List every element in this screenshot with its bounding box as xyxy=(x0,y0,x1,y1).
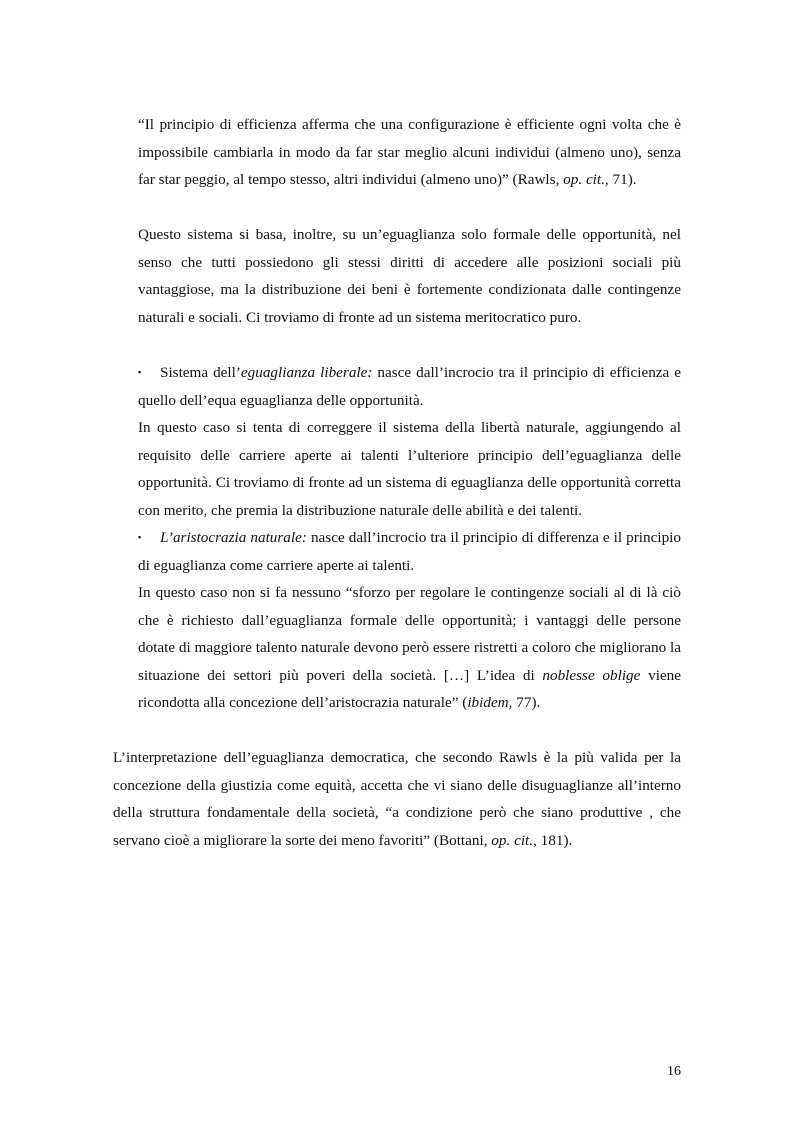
text-span: In questo caso non si fa nessuno “sforzo per regolare le contingenze sociali al di là ciò che è richiesto dall’eguaglianza formale delle opportunità; i vantaggi delle persone dotate di maggiore talento naturale devono però essere ristretti a coloro che migliorano la situazione dei settori più poveri della società. […] L’idea di xyxy=(138,584,681,684)
bullet-icon: ▪ xyxy=(138,532,142,542)
paragraph-formal-equality: Questo sistema si basa, inoltre, su un’eguaglianza solo formale delle opportunità, nel senso che tutti possiedono gli stessi diritti di accedere alle posizioni sociali più vantaggiose, ma la distribuzione dei beni è fortemente condizionata dalle contingenze naturali e sociali. Ci troviamo di fronte ad un sistema meritocratico puro. xyxy=(138,226,681,326)
italic-citation: ibidem, xyxy=(467,694,513,712)
italic-citation: op. cit. xyxy=(491,831,534,849)
text-span: Sistema dell’ xyxy=(160,364,241,381)
quote-efficiency-principle xyxy=(138,111,681,194)
text-span: , 181). xyxy=(533,831,573,849)
italic-term: eguaglianza liberale: xyxy=(240,364,373,381)
text-span: nasce dall’incrocio tra il principio di differenza e il principio di eguaglianza come carriere aperte ai talenti. xyxy=(138,529,681,574)
italic-phrase: noblesse oblige xyxy=(542,666,641,684)
bullet-icon: ▪ xyxy=(138,367,142,377)
quote-natural-aristocracy xyxy=(138,579,681,717)
text-span: viene ricondotta alla concezione dell’aristocrazia naturale” ( xyxy=(138,666,682,712)
text-span: 77). xyxy=(512,694,541,712)
paragraph-liberal-correction: In questo caso si tenta di correggere il sistema della libertà naturale, aggiungendo al requisito delle carriere aperte ai talenti l’ulteriore principio dell’eguaglianza delle opportunità. Ci troviamo di fronte ad un sistema di eguaglianza delle opportunità corretta con merito, che premia la distribuzione naturale delle abilità e dei talenti. xyxy=(138,419,681,519)
page-number: 16 xyxy=(667,1064,681,1079)
text-span: 71). xyxy=(608,171,637,189)
italic-citation: , op. cit., xyxy=(555,171,609,189)
italic-term: L’aristocrazia naturale: xyxy=(160,529,307,546)
text-span: “Il principio di efficienza afferma che una configurazione è efficiente ogni volta che è impossibile cambiarla in modo da far star meglio alcuni individui (almeno uno), senza far star peggio, al tempo stesso, altri individui (almeno uno)” (Rawls xyxy=(138,116,681,189)
bullet-natural-aristocracy xyxy=(138,524,681,579)
text-span: nasce dall’incrocio tra il principio di efficienza e quello dell’equa eguaglianza delle opportunità. xyxy=(138,364,681,409)
paragraph-democratic-equality xyxy=(113,744,681,854)
bullet-liberal-equality xyxy=(138,359,681,414)
text-span: L’interpretazione dell’eguaglianza democratica, che secondo Rawls è la più valida per la concezione della giustizia come equità, accetta che vi siano delle disuguaglianze all’interno della struttura fondamentale della società, “a condizione però che siano produttive , che servano cioè a migliorare la sorte dei meno favoriti” (Bottani, xyxy=(113,749,681,849)
